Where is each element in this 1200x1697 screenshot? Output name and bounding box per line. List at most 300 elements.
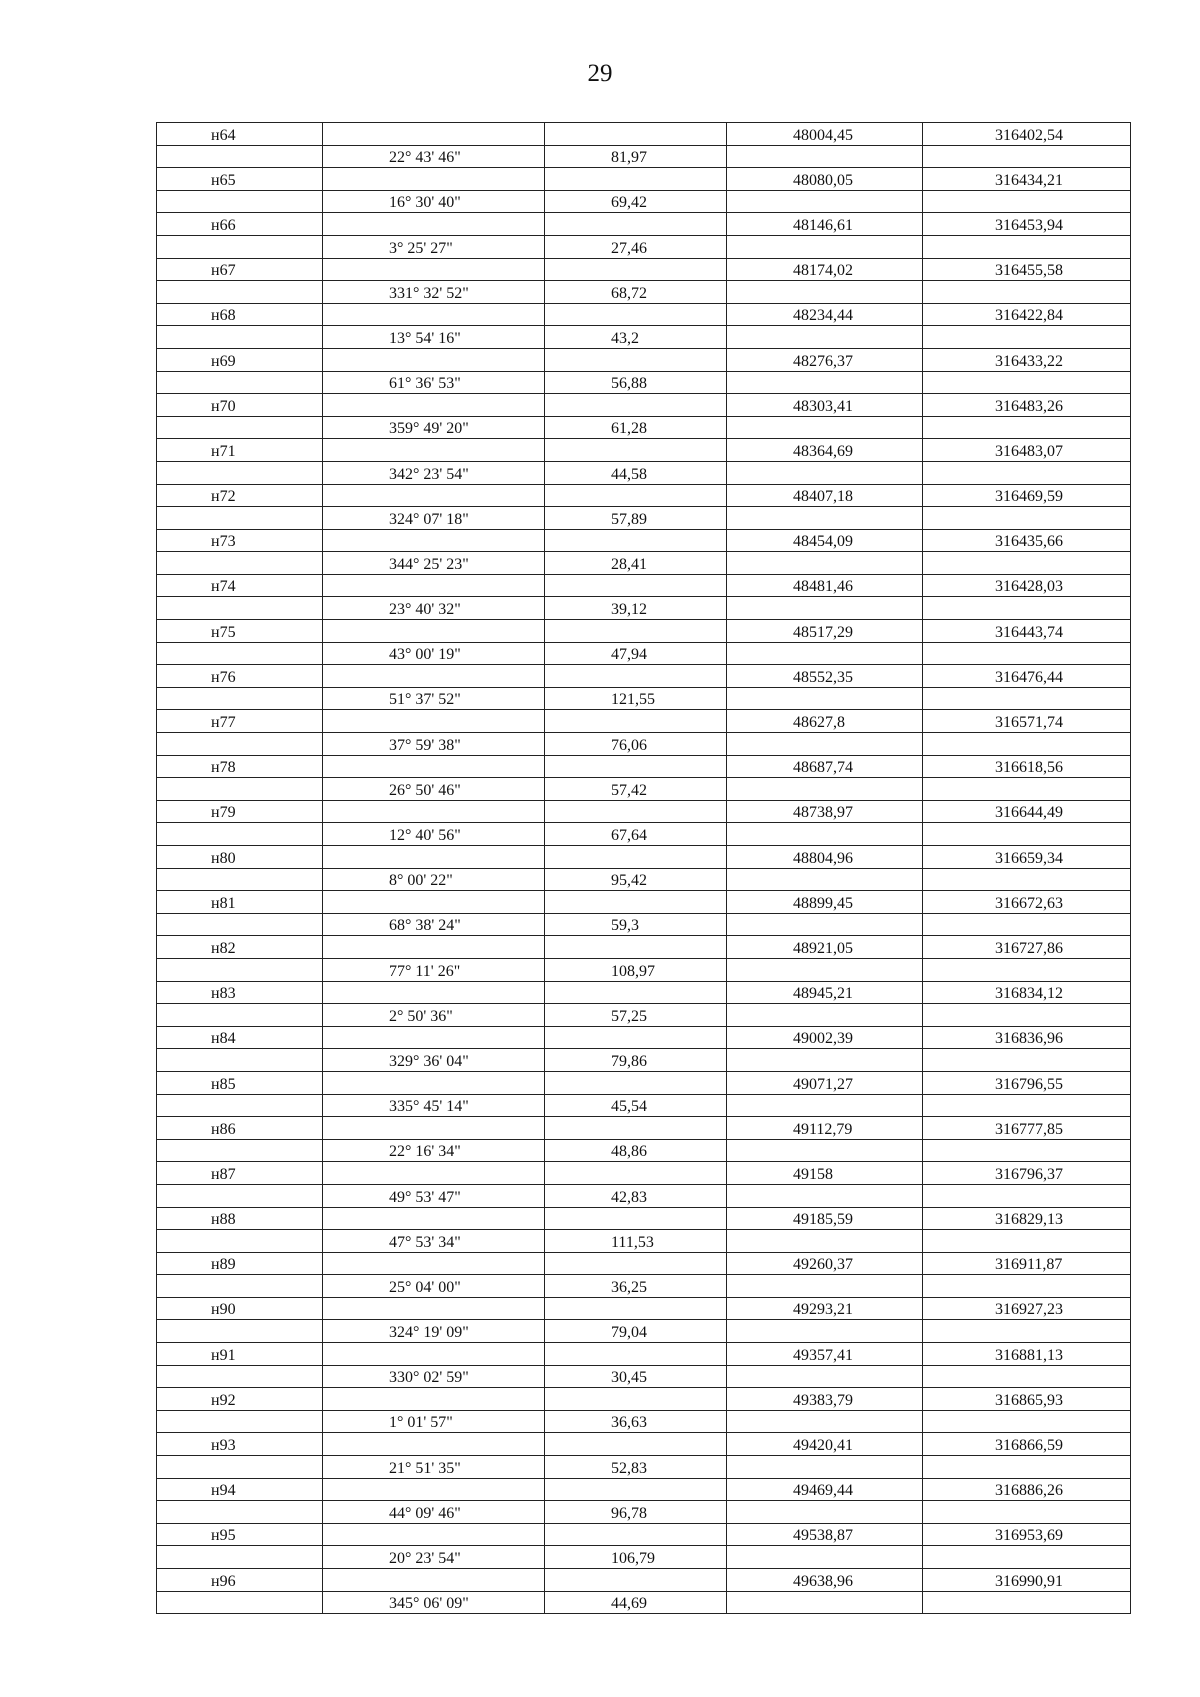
segment-row	[157, 1004, 1131, 1027]
point-row	[157, 574, 1131, 597]
point-name: н90	[157, 1297, 323, 1320]
distance-empty-cell	[545, 891, 727, 914]
y-coordinate: 316865,93	[923, 1388, 1131, 1411]
point-empty-cell	[157, 1410, 323, 1433]
direction-angle: 25° 04' 00"	[323, 1275, 545, 1298]
distance-empty-cell	[545, 800, 727, 823]
x-coordinate: 48552,35	[727, 665, 923, 688]
y-coordinate: 316402,54	[923, 123, 1131, 146]
point-empty-cell	[157, 326, 323, 349]
y-coordinate: 316435,66	[923, 529, 1131, 552]
y-coordinate: 316644,49	[923, 800, 1131, 823]
point-name: н96	[157, 1569, 323, 1592]
distance-empty-cell	[545, 1207, 727, 1230]
point-empty-cell	[157, 1184, 323, 1207]
point-name: н88	[157, 1207, 323, 1230]
segment-row	[157, 1184, 1131, 1207]
point-empty-cell	[157, 1591, 323, 1614]
direction-angle: 331° 32' 52"	[323, 281, 545, 304]
segment-row	[157, 778, 1131, 801]
segment-length: 95,42	[545, 868, 727, 891]
direction-angle: 8° 00' 22"	[323, 868, 545, 891]
x-empty-cell	[727, 1546, 923, 1569]
segment-row	[157, 642, 1131, 665]
x-coordinate: 48921,05	[727, 936, 923, 959]
point-empty-cell	[157, 145, 323, 168]
segment-row	[157, 371, 1131, 394]
segment-row	[157, 1049, 1131, 1072]
point-row	[157, 484, 1131, 507]
point-name: н81	[157, 891, 323, 914]
segment-row	[157, 687, 1131, 710]
x-empty-cell	[727, 1230, 923, 1253]
distance-empty-cell	[545, 755, 727, 778]
segment-row	[157, 145, 1131, 168]
distance-empty-cell	[545, 1026, 727, 1049]
segment-row	[157, 461, 1131, 484]
direction-angle: 68° 38' 24"	[323, 913, 545, 936]
segment-row	[157, 868, 1131, 891]
segment-length: 79,86	[545, 1049, 727, 1072]
x-coordinate: 48899,45	[727, 891, 923, 914]
y-coordinate: 316476,44	[923, 665, 1131, 688]
angle-empty-cell	[323, 1523, 545, 1546]
direction-angle: 2° 50' 36"	[323, 1004, 545, 1027]
segment-length: 61,28	[545, 416, 727, 439]
y-empty-cell	[923, 371, 1131, 394]
direction-angle: 20° 23' 54"	[323, 1546, 545, 1569]
x-coordinate: 48276,37	[727, 348, 923, 371]
segment-row	[157, 326, 1131, 349]
distance-empty-cell	[545, 1433, 727, 1456]
y-empty-cell	[923, 597, 1131, 620]
point-name: н76	[157, 665, 323, 688]
point-row	[157, 394, 1131, 417]
segment-row	[157, 597, 1131, 620]
point-name: н71	[157, 439, 323, 462]
x-coordinate: 49002,39	[727, 1026, 923, 1049]
y-coordinate: 316829,13	[923, 1207, 1131, 1230]
x-empty-cell	[727, 1184, 923, 1207]
segment-length: 79,04	[545, 1320, 727, 1343]
y-coordinate: 316422,84	[923, 303, 1131, 326]
angle-empty-cell	[323, 755, 545, 778]
x-empty-cell	[727, 1275, 923, 1298]
x-coordinate: 49185,59	[727, 1207, 923, 1230]
x-empty-cell	[727, 1049, 923, 1072]
point-row	[157, 1297, 1131, 1320]
direction-angle: 324° 07' 18"	[323, 507, 545, 530]
y-empty-cell	[923, 281, 1131, 304]
point-empty-cell	[157, 371, 323, 394]
point-name: н87	[157, 1162, 323, 1185]
segment-row	[157, 1094, 1131, 1117]
distance-empty-cell	[545, 1071, 727, 1094]
direction-angle: 61° 36' 53"	[323, 371, 545, 394]
y-empty-cell	[923, 1049, 1131, 1072]
angle-empty-cell	[323, 574, 545, 597]
x-empty-cell	[727, 507, 923, 530]
distance-empty-cell	[545, 303, 727, 326]
angle-empty-cell	[323, 394, 545, 417]
x-empty-cell	[727, 145, 923, 168]
x-coordinate: 48234,44	[727, 303, 923, 326]
y-empty-cell	[923, 1184, 1131, 1207]
point-name: н72	[157, 484, 323, 507]
x-empty-cell	[727, 371, 923, 394]
x-coordinate: 48517,29	[727, 620, 923, 643]
direction-angle: 329° 36' 04"	[323, 1049, 545, 1072]
y-coordinate: 316834,12	[923, 981, 1131, 1004]
segment-row	[157, 1275, 1131, 1298]
point-empty-cell	[157, 281, 323, 304]
segment-row	[157, 190, 1131, 213]
angle-empty-cell	[323, 620, 545, 643]
y-empty-cell	[923, 1456, 1131, 1479]
angle-empty-cell	[323, 1252, 545, 1275]
y-coordinate: 316796,55	[923, 1071, 1131, 1094]
direction-angle: 330° 02' 59"	[323, 1365, 545, 1388]
x-empty-cell	[727, 597, 923, 620]
segment-length: 106,79	[545, 1546, 727, 1569]
distance-empty-cell	[545, 710, 727, 733]
segment-row	[157, 1591, 1131, 1614]
y-empty-cell	[923, 642, 1131, 665]
point-name: н89	[157, 1252, 323, 1275]
y-empty-cell	[923, 507, 1131, 530]
point-row	[157, 1523, 1131, 1546]
x-coordinate: 49383,79	[727, 1388, 923, 1411]
point-name: н64	[157, 123, 323, 146]
y-empty-cell	[923, 778, 1131, 801]
direction-angle: 359° 49' 20"	[323, 416, 545, 439]
point-row	[157, 755, 1131, 778]
x-empty-cell	[727, 687, 923, 710]
y-empty-cell	[923, 958, 1131, 981]
segment-row	[157, 1501, 1131, 1524]
point-row	[157, 213, 1131, 236]
x-coordinate: 49420,41	[727, 1433, 923, 1456]
direction-angle: 23° 40' 32"	[323, 597, 545, 620]
x-coordinate: 48454,09	[727, 529, 923, 552]
segment-length: 57,42	[545, 778, 727, 801]
point-row	[157, 1071, 1131, 1094]
angle-empty-cell	[323, 665, 545, 688]
x-coordinate: 49469,44	[727, 1478, 923, 1501]
angle-empty-cell	[323, 1207, 545, 1230]
point-name: н67	[157, 258, 323, 281]
y-coordinate: 316483,07	[923, 439, 1131, 462]
x-empty-cell	[727, 1410, 923, 1433]
y-coordinate: 316796,37	[923, 1162, 1131, 1185]
segment-row	[157, 958, 1131, 981]
distance-empty-cell	[545, 620, 727, 643]
direction-angle: 49° 53' 47"	[323, 1184, 545, 1207]
angle-empty-cell	[323, 891, 545, 914]
coordinates-table-body	[157, 123, 1131, 1614]
page-number: 29	[587, 60, 613, 87]
segment-row	[157, 281, 1131, 304]
y-empty-cell	[923, 461, 1131, 484]
segment-length: 76,06	[545, 733, 727, 756]
segment-row	[157, 1139, 1131, 1162]
point-empty-cell	[157, 552, 323, 575]
point-name: н83	[157, 981, 323, 1004]
y-empty-cell	[923, 1230, 1131, 1253]
point-row	[157, 665, 1131, 688]
y-empty-cell	[923, 1591, 1131, 1614]
segment-row	[157, 416, 1131, 439]
angle-empty-cell	[323, 123, 545, 146]
point-empty-cell	[157, 868, 323, 891]
segment-row	[157, 507, 1131, 530]
segment-length: 121,55	[545, 687, 727, 710]
point-row	[157, 168, 1131, 191]
point-name: н70	[157, 394, 323, 417]
point-empty-cell	[157, 1365, 323, 1388]
distance-empty-cell	[545, 1388, 727, 1411]
point-empty-cell	[157, 235, 323, 258]
direction-angle: 345° 06' 09"	[323, 1591, 545, 1614]
point-name: н78	[157, 755, 323, 778]
x-empty-cell	[727, 868, 923, 891]
segment-row	[157, 1365, 1131, 1388]
y-empty-cell	[923, 190, 1131, 213]
point-empty-cell	[157, 913, 323, 936]
x-empty-cell	[727, 1320, 923, 1343]
point-empty-cell	[157, 823, 323, 846]
point-row	[157, 1026, 1131, 1049]
segment-row	[157, 733, 1131, 756]
angle-empty-cell	[323, 1388, 545, 1411]
segment-length: 30,45	[545, 1365, 727, 1388]
coordinates-table	[156, 122, 1131, 1614]
x-coordinate: 48364,69	[727, 439, 923, 462]
y-coordinate: 316672,63	[923, 891, 1131, 914]
y-empty-cell	[923, 552, 1131, 575]
point-empty-cell	[157, 733, 323, 756]
x-coordinate: 48627,8	[727, 710, 923, 733]
angle-empty-cell	[323, 846, 545, 869]
segment-length: 48,86	[545, 1139, 727, 1162]
direction-angle: 51° 37' 52"	[323, 687, 545, 710]
x-coordinate: 48804,96	[727, 846, 923, 869]
y-empty-cell	[923, 868, 1131, 891]
segment-length: 44,69	[545, 1591, 727, 1614]
point-empty-cell	[157, 597, 323, 620]
direction-angle: 335° 45' 14"	[323, 1094, 545, 1117]
angle-empty-cell	[323, 1433, 545, 1456]
x-coordinate: 49293,21	[727, 1297, 923, 1320]
angle-empty-cell	[323, 800, 545, 823]
x-empty-cell	[727, 958, 923, 981]
point-name: н75	[157, 620, 323, 643]
distance-empty-cell	[545, 258, 727, 281]
y-empty-cell	[923, 1094, 1131, 1117]
point-row	[157, 846, 1131, 869]
x-coordinate: 49538,87	[727, 1523, 923, 1546]
distance-empty-cell	[545, 394, 727, 417]
segment-row	[157, 1546, 1131, 1569]
segment-row	[157, 913, 1131, 936]
point-row	[157, 1433, 1131, 1456]
y-coordinate: 316434,21	[923, 168, 1131, 191]
point-empty-cell	[157, 1004, 323, 1027]
point-name: н65	[157, 168, 323, 191]
angle-empty-cell	[323, 168, 545, 191]
y-coordinate: 316469,59	[923, 484, 1131, 507]
y-empty-cell	[923, 235, 1131, 258]
distance-empty-cell	[545, 484, 727, 507]
point-name: н94	[157, 1478, 323, 1501]
y-empty-cell	[923, 733, 1131, 756]
point-name: н74	[157, 574, 323, 597]
y-empty-cell	[923, 1410, 1131, 1433]
distance-empty-cell	[545, 123, 727, 146]
distance-empty-cell	[545, 846, 727, 869]
angle-empty-cell	[323, 529, 545, 552]
point-empty-cell	[157, 461, 323, 484]
y-empty-cell	[923, 823, 1131, 846]
direction-angle: 44° 09' 46"	[323, 1501, 545, 1524]
point-row	[157, 303, 1131, 326]
y-coordinate: 316866,59	[923, 1433, 1131, 1456]
y-empty-cell	[923, 1139, 1131, 1162]
point-name: н92	[157, 1388, 323, 1411]
y-empty-cell	[923, 1004, 1131, 1027]
angle-empty-cell	[323, 1026, 545, 1049]
x-empty-cell	[727, 190, 923, 213]
y-coordinate: 316727,86	[923, 936, 1131, 959]
point-empty-cell	[157, 1501, 323, 1524]
segment-length: 108,97	[545, 958, 727, 981]
angle-empty-cell	[323, 439, 545, 462]
point-name: н82	[157, 936, 323, 959]
y-coordinate: 316455,58	[923, 258, 1131, 281]
distance-empty-cell	[545, 1343, 727, 1366]
x-coordinate: 48481,46	[727, 574, 923, 597]
y-empty-cell	[923, 145, 1131, 168]
distance-empty-cell	[545, 1569, 727, 1592]
x-coordinate: 48303,41	[727, 394, 923, 417]
angle-empty-cell	[323, 1117, 545, 1140]
angle-empty-cell	[323, 213, 545, 236]
y-coordinate: 316911,87	[923, 1252, 1131, 1275]
segment-length: 57,25	[545, 1004, 727, 1027]
x-empty-cell	[727, 461, 923, 484]
distance-empty-cell	[545, 1252, 727, 1275]
direction-angle: 344° 25' 23"	[323, 552, 545, 575]
segment-length: 39,12	[545, 597, 727, 620]
y-coordinate: 316886,26	[923, 1478, 1131, 1501]
x-empty-cell	[727, 1139, 923, 1162]
point-name: н84	[157, 1026, 323, 1049]
point-name: н95	[157, 1523, 323, 1546]
distance-empty-cell	[545, 1117, 727, 1140]
y-coordinate: 316927,23	[923, 1297, 1131, 1320]
point-name: н91	[157, 1343, 323, 1366]
x-empty-cell	[727, 733, 923, 756]
segment-row	[157, 235, 1131, 258]
segment-length: 111,53	[545, 1230, 727, 1253]
angle-empty-cell	[323, 484, 545, 507]
direction-angle: 26° 50' 46"	[323, 778, 545, 801]
point-row	[157, 710, 1131, 733]
point-name: н66	[157, 213, 323, 236]
direction-angle: 21° 51' 35"	[323, 1456, 545, 1479]
distance-empty-cell	[545, 665, 727, 688]
y-empty-cell	[923, 1365, 1131, 1388]
direction-angle: 3° 25' 27"	[323, 235, 545, 258]
y-empty-cell	[923, 1320, 1131, 1343]
segment-length: 59,3	[545, 913, 727, 936]
point-row	[157, 1478, 1131, 1501]
angle-empty-cell	[323, 1162, 545, 1185]
direction-angle: 22° 16' 34"	[323, 1139, 545, 1162]
segment-row	[157, 552, 1131, 575]
point-empty-cell	[157, 687, 323, 710]
angle-empty-cell	[323, 1071, 545, 1094]
point-empty-cell	[157, 507, 323, 530]
y-coordinate: 316836,96	[923, 1026, 1131, 1049]
segment-row	[157, 1320, 1131, 1343]
segment-row	[157, 1410, 1131, 1433]
x-empty-cell	[727, 416, 923, 439]
segment-length: 68,72	[545, 281, 727, 304]
point-row	[157, 1162, 1131, 1185]
point-row	[157, 936, 1131, 959]
point-row	[157, 348, 1131, 371]
angle-empty-cell	[323, 1343, 545, 1366]
distance-empty-cell	[545, 981, 727, 1004]
segment-length: 27,46	[545, 235, 727, 258]
x-coordinate: 49260,37	[727, 1252, 923, 1275]
y-coordinate: 316453,94	[923, 213, 1131, 236]
direction-angle: 43° 00' 19"	[323, 642, 545, 665]
distance-empty-cell	[545, 936, 727, 959]
angle-empty-cell	[323, 348, 545, 371]
point-empty-cell	[157, 1049, 323, 1072]
direction-angle: 12° 40' 56"	[323, 823, 545, 846]
y-coordinate: 316571,74	[923, 710, 1131, 733]
y-empty-cell	[923, 416, 1131, 439]
y-coordinate: 316618,56	[923, 755, 1131, 778]
point-row	[157, 1117, 1131, 1140]
distance-empty-cell	[545, 1478, 727, 1501]
angle-empty-cell	[323, 981, 545, 1004]
segment-length: 81,97	[545, 145, 727, 168]
y-coordinate: 316777,85	[923, 1117, 1131, 1140]
angle-empty-cell	[323, 258, 545, 281]
point-row	[157, 1343, 1131, 1366]
point-name: н68	[157, 303, 323, 326]
y-coordinate: 316953,69	[923, 1523, 1131, 1546]
direction-angle: 77° 11' 26"	[323, 958, 545, 981]
y-coordinate: 316990,91	[923, 1569, 1131, 1592]
y-empty-cell	[923, 913, 1131, 936]
segment-length: 67,64	[545, 823, 727, 846]
x-empty-cell	[727, 642, 923, 665]
point-row	[157, 1388, 1131, 1411]
x-coordinate: 49071,27	[727, 1071, 923, 1094]
point-name: н79	[157, 800, 323, 823]
point-row	[157, 800, 1131, 823]
segment-length: 56,88	[545, 371, 727, 394]
point-empty-cell	[157, 1320, 323, 1343]
x-empty-cell	[727, 823, 923, 846]
point-empty-cell	[157, 190, 323, 213]
segment-row	[157, 1456, 1131, 1479]
